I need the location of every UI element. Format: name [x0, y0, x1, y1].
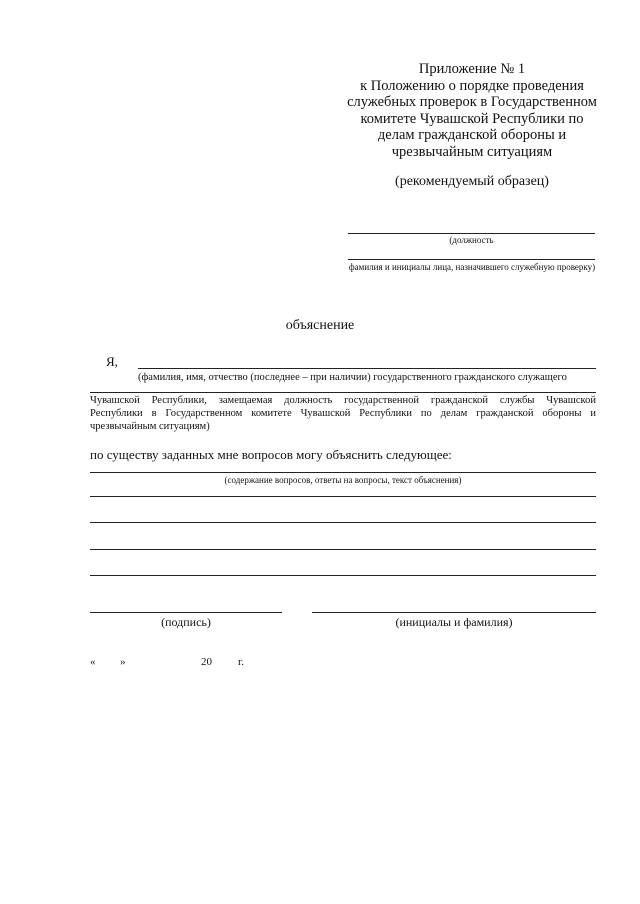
appendix-header: [330, 61, 614, 160]
position-caption: (должность: [449, 235, 494, 245]
date-open-quote: «: [90, 656, 96, 668]
appendix-line: чрезвычайным ситуациям: [391, 143, 553, 160]
position-field-line[interactable]: [348, 233, 595, 234]
statement-line[interactable]: [90, 549, 596, 550]
document-title: объяснение: [285, 318, 355, 333]
sample-note: (рекомендуемый образец): [395, 174, 549, 189]
statement-line[interactable]: [90, 575, 596, 576]
statement-intro: по существу заданных мне вопросов могу объяснить следующее:: [90, 447, 452, 462]
appendix-line: делам гражданской обороны и: [377, 127, 567, 143]
appointer-name-caption: фамилия и инициалы лица, назначившего служебную проверку): [348, 262, 596, 272]
appendix-line: комитете Чувашской Республики по: [360, 110, 584, 127]
statement-line[interactable]: [90, 496, 596, 497]
appendix-line: к Положению о порядке проведения: [360, 77, 584, 94]
date-year-suffix: г.: [238, 656, 245, 668]
declarant-position-field-line[interactable]: [90, 392, 596, 393]
date-year-prefix: 20: [201, 656, 212, 668]
appendix-line: Приложение № 1: [418, 61, 526, 77]
signature-label: (подпись): [161, 615, 211, 629]
declarant-name-field-line[interactable]: [138, 368, 596, 369]
signer-name-label: (инициалы и фамилия): [395, 615, 513, 629]
declarant-caption: (фамилия, имя, отчество (последнее – при наличии) государственного гражданского служащего: [138, 372, 567, 383]
statement-caption: (содержание вопросов, ответы на вопросы, текст объяснения): [224, 475, 462, 485]
statement-line[interactable]: [90, 472, 596, 473]
declarant-continuation-line: Республики в Государственном комитете Чувашской Республики по делам гражданской обороны и: [90, 408, 596, 419]
signature-field-line[interactable]: [90, 612, 282, 613]
declarant-continuation-line: Чувашской Республики, замещаемая должность государственной гражданской службы Чувашской: [90, 395, 596, 406]
statement-line[interactable]: [90, 522, 596, 523]
signer-name-field-line[interactable]: [312, 612, 596, 613]
date-close-quote: »: [120, 656, 126, 668]
declarant-prefix: Я,: [106, 354, 118, 369]
declarant-continuation-line: чрезвычайным ситуациям): [90, 421, 210, 432]
appendix-line: служебных проверок в Государственном: [347, 94, 597, 110]
appointer-name-field-line[interactable]: [348, 259, 595, 260]
